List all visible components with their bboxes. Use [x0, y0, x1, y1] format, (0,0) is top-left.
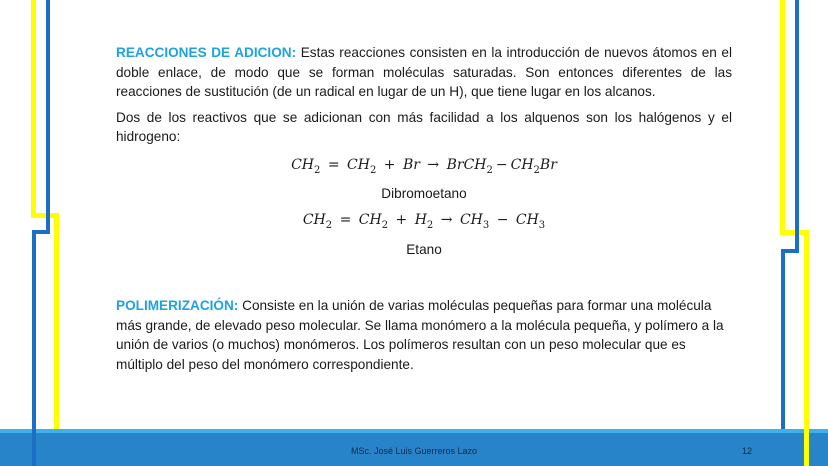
footer-band [0, 433, 828, 466]
right-yellow-line-lower [804, 230, 809, 466]
left-blue-line-upper [46, 0, 50, 234]
eq1-product-a: BrCH [446, 156, 487, 173]
page-number: 12 [742, 446, 753, 456]
right-yellow-line-upper [780, 0, 785, 234]
eq2-product-a: CH [459, 212, 483, 229]
left-blue-line-lower [32, 230, 36, 466]
eq1-product-b-sub: 2 [533, 164, 540, 176]
equation-hydrogenation-label: Etano [406, 242, 442, 258]
polymerization-section [116, 296, 732, 380]
reagents-paragraph [116, 108, 732, 147]
eq2-reagent-sub: 2 [426, 220, 434, 232]
eq1-product-a-sub: 2 [486, 164, 493, 176]
eq2-reactant2-sub: 2 [381, 220, 389, 232]
addition-reactions-text: Estas reacciones consisten en la introducción de nuevos átomos en el doble enlace, de modo que se forman moléculas saturadas. Son entonces diferentes de las reacciones de sustitución (de un radical en lugar de un H), que tiene lugar en los alcanos. [116, 45, 732, 99]
equation-bromination [116, 153, 732, 183]
eq2-equals: = [339, 212, 352, 229]
left-yellow-line-upper [31, 0, 36, 217]
eq1-product-b: CH [510, 156, 534, 173]
footer-author: MSc. José Luis Guerreros Lazo [350, 446, 478, 456]
eq2-plus: + [395, 212, 408, 229]
eq1-reactant2-sub: 2 [369, 164, 377, 176]
eq2-dash: − [496, 212, 509, 229]
eq2-product-a-sub: 3 [482, 220, 490, 232]
eq1-reactant1-sub: 2 [314, 164, 321, 176]
eq2-arrow-icon: → [440, 212, 453, 229]
eq1-reactant2: CH [347, 156, 370, 173]
right-blue-line-upper [795, 0, 799, 253]
eq2-reactant2: CH [358, 212, 382, 229]
eq2-reagent: H [414, 212, 427, 229]
eq2-product-b-sub: 3 [538, 220, 546, 232]
left-yellow-line-lower [54, 213, 59, 431]
eq1-reagent: Br [402, 156, 420, 173]
addition-reactions-heading: REACCIONES DE ADICION: [116, 45, 297, 60]
addition-reactions-paragraph [116, 43, 732, 102]
eq2-reactant1: CH [302, 212, 326, 229]
equation-hydrogenation [116, 208, 732, 238]
eq1-equals: = [327, 156, 340, 173]
eq2-product-b: CH [515, 212, 539, 229]
polymerization-heading: POLIMERIZACIÓN: [116, 298, 239, 313]
slide-content [116, 43, 732, 262]
eq1-arrow-icon: → [427, 156, 440, 173]
eq1-dash: − [495, 156, 508, 173]
polymerization-paragraph [116, 296, 732, 374]
eq1-plus: + [383, 156, 396, 173]
reagents-text: Dos de los reactivos que se adicionan con más facilidad a los alquenos son los halógenos y el hidrogeno: [116, 109, 732, 144]
right-blue-line-lower [781, 249, 785, 431]
eq1-reactant1: CH [291, 156, 315, 173]
equation-bromination-label: Dibromoetano [381, 186, 467, 202]
eq1-product-b-tail: Br [539, 156, 557, 173]
eq2-reactant1-sub: 2 [325, 220, 333, 232]
polymerization-text: Consiste en la unión de varias moléculas pequeñas para formar una molécula más grande, de elevado peso molecular. Se llama monómero a la molécula pequeña, y polímero a la unión de varios (o muchos) monómeros. Los polímeros resultan con un peso molecular que es múltiplo del peso del monómero correspondiente. [116, 298, 724, 372]
